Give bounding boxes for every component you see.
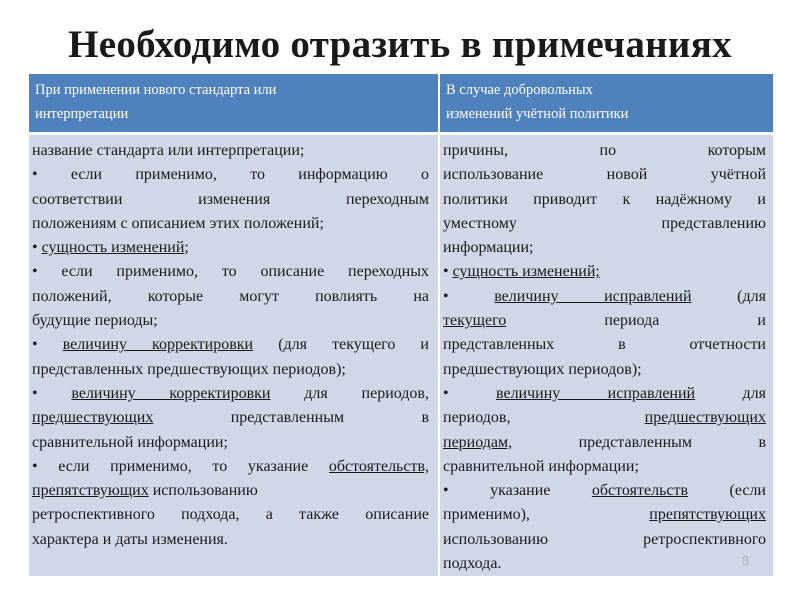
left-text-line: • величину корректировки для периодов, — [32, 384, 429, 402]
right-text-line: представленных в отчетности — [443, 336, 766, 354]
right-text-line: • указание обстоятельств (если — [443, 482, 766, 500]
right-text-line: сравнительной информации; — [443, 457, 639, 475]
notes-table — [29, 74, 773, 576]
header-cell-voluntary-change — [440, 74, 773, 132]
page-number: 8 — [742, 553, 750, 568]
underlined-phrase: величину исправлений — [494, 287, 692, 305]
underlined-phrase: обстоятельств, — [328, 457, 429, 475]
underlined-phrase: величину корректировки — [62, 336, 254, 354]
left-text-line: сравнительной информации; — [32, 433, 228, 451]
right-text-line: • величину исправлений для — [443, 384, 766, 402]
left-text-line: соответствии изменения переходным — [32, 190, 429, 208]
underlined-phrase: сущность изменений; — [452, 263, 600, 281]
header-line: изменений учётной политики — [446, 106, 629, 123]
left-text-line: • если применимо, то описание переходных — [32, 263, 429, 281]
underlined-phrase: сущность изменений — [41, 239, 185, 257]
underlined-phrase: текущего — [443, 312, 507, 330]
header-line: При применении нового стандарта или — [35, 82, 277, 98]
underlined-phrase: препятствующих — [649, 506, 766, 524]
right-text-line: предшествующих периодов); — [443, 360, 642, 378]
left-text-line: • если применимо, то указание обстоятельств, — [32, 457, 429, 475]
left-text-line: ретроспективного подхода, а также описание — [32, 506, 429, 524]
left-text-line: положениям с описанием этих положений; — [32, 214, 324, 232]
header-line: В случае добровольных — [446, 82, 593, 98]
underlined-phrase: величину исправлений — [496, 384, 696, 402]
left-text-line: характера и даты изменения. — [32, 530, 228, 548]
left-text-line: предшествующих представленным в — [32, 409, 429, 427]
right-text-line: • величину исправлений (для — [443, 287, 766, 305]
underlined-phrase: обстоятельств — [591, 482, 689, 500]
right-text-line: • сущность изменений; — [443, 263, 600, 281]
left-text-line: положений, которые могут повлиять на — [32, 287, 429, 305]
header-cell-new-standard — [29, 74, 438, 132]
right-text-line: использование новой учётной — [443, 166, 766, 184]
right-text-line: уместному представлению — [443, 214, 766, 232]
right-text-line: подхода. — [443, 555, 502, 573]
body-cell-voluntary-change — [440, 135, 773, 576]
right-text-line: текущего периода и — [443, 312, 766, 330]
right-text-line: периодов, предшествующих — [443, 409, 766, 427]
slide-title: Необходимо отразить в примечаниях — [68, 23, 732, 66]
left-text-line: название стандарта или интерпретации; — [32, 142, 305, 159]
right-text-line: периодам, представленным в — [443, 433, 766, 451]
right-text-line: причины, по которым — [443, 142, 766, 159]
left-text-line: препятствующих использованию — [32, 482, 258, 500]
underlined-phrase: препятствующих — [32, 482, 149, 500]
right-text-line: информации; — [443, 239, 534, 257]
right-text-line: использованию ретроспективного — [443, 530, 766, 548]
left-text-line: будущие периоды; — [32, 312, 158, 330]
left-text-line: представленных предшествующих периодов); — [32, 360, 346, 378]
header-line: интерпретации — [35, 106, 129, 123]
underlined-phrase: предшествующих — [644, 409, 766, 427]
body-cell-new-standard — [29, 135, 438, 576]
underlined-phrase: периодам, — [443, 433, 513, 451]
right-text-line: применимо), препятствующих — [443, 506, 766, 524]
right-text-line: политики приводит к надёжному и — [443, 190, 766, 208]
underlined-phrase: величину корректировки — [71, 384, 271, 402]
left-text-line: • величину корректировки (для текущего и — [32, 336, 429, 354]
left-text-line: • если применимо, то информацию о — [32, 166, 429, 184]
left-text-line: • сущность изменений; — [32, 239, 189, 257]
underlined-phrase: предшествующих — [32, 409, 154, 427]
